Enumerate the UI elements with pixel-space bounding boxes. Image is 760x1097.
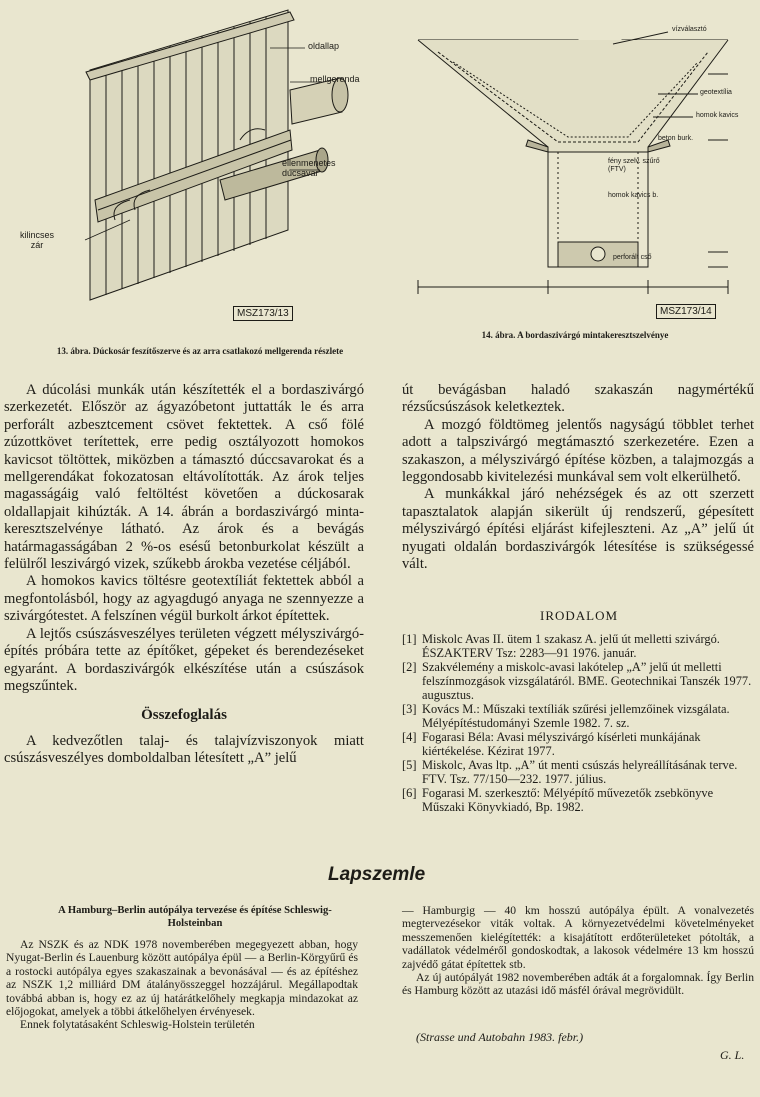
left-paragraph-3: A lejtős csúszásveszélyes területen végzett mélyszivárgó-építés próbára tette az építőket, gépeket és berendezéseket egyaránt. A bordaszivárgók elkészítése után a csúszások megszűntek. [4,625,364,694]
reference-number: [2] [402,660,417,674]
label-beton-burk: beton burk. [658,135,694,142]
figure-13 [20,0,380,330]
label-ellenmenetes: ellenmenetes dúcsavar [282,158,336,178]
reference-item [402,660,754,702]
reference-text: Miskolc, Avas ltp. „A” út menti csúszás helyreállításának terve. FTV. Tsz. 77/150—232. 1977. július. [422,758,738,786]
reference-number: [5] [402,758,417,772]
reference-item [402,632,754,660]
figure-13-caption: 13. ábra. Dúckosár feszítőszerve és az arra csatlakozó mellgerenda részlete [56,346,344,356]
label-geotextilia: geotextília [700,89,732,96]
lapszemle-left-column [6,938,358,1032]
reference-text: Fogarasi Béla: Avasi mélyszivárgó kísérleti munkájának kiértékelése. Kézirat 1977. [422,730,701,758]
article-title: A Hamburg–Berlin autópálya tervezése és építése Schleswig-Holsteinban [58,905,332,929]
article-source: (Strasse und Autobahn 1983. febr.) [416,1030,584,1044]
label-oldallap: oldallap [308,41,340,51]
reference-number: [4] [402,730,417,744]
label-homok-kavics: homok kavics [696,112,739,119]
right-paragraph-1: A mozgó földtömeg jelentős nagyságú többlet terhet adott a talpszivárgó megtámasztó szerkezetére. Ezen a szakaszon, a mélyszivárgó építése közben, a talajmozgás a leggondosabb kivitelezési munkával sem volt elkerülhető. [402,416,754,486]
left-column [4,382,364,768]
reference-text: Kovács M.: Műszaki textíliák szűrési jellemzőinek vizsgálata. Mélyépítéstudományi Szemle 1982. 7. sz. [422,702,730,730]
summary-paragraph: A kedvezőtlen talaj- és talajvízviszonyok miatt csúszásveszélyes domboldalban létesített „A” jelű [4,732,364,767]
figure-14-stamp: MSZ173/14 [656,304,716,319]
label-szuro: fény szelv. szűrő (FTV) [608,158,660,173]
reference-number: [3] [402,702,417,716]
lapszemle-right-paragraph-2: Az új autópályát 1982 novemberében adták át a forgalomnak. Így Berlin és Hamburg között az utazási idő másfél órával megrövidült. [402,971,754,998]
summary-heading: Összefoglalás [141,707,227,724]
figure-14-drawing [408,22,748,322]
label-homok-kavicsb: homok kavics b. [608,192,659,199]
reference-text: Miskolc Avas II. ütem 1 szakasz A. jelű út melletti szivárgó. ÉSZAKTERV Tsz: 2283—91 1976. január. [422,632,720,660]
reference-item [402,730,754,758]
article-signature: G. L. [720,1048,745,1062]
irodalom-heading: IRODALOM [540,608,619,623]
right-column [402,382,754,573]
reference-item [402,758,754,786]
label-perforalt-cso: perforált cső [613,254,652,261]
figure-13-stamp: MSZ173/13 [233,306,293,321]
label-vizvalaszto: vízválasztó [672,26,707,33]
reference-text: Szakvélemény a miskolc-avasi lakótelep „A” jelű út melletti felszínmozgások vizsgálatáról. BME. Geotechnikai Tanszék 1977. augusztus. [422,660,752,702]
reference-list [402,632,754,814]
left-paragraph-2: A homokos kavics töltésre geotextíliát fektettek abból a megfontolásból, hogy az agyagdugó anyaga ne szennyezze a szivárgótestet. A felszínen végül burkolt árkot építettek. [4,573,364,625]
lapszemle-right-paragraph-1: — Hamburgig — 40 km hosszú autópálya épült. A vonalvezetés megtervezésekor viták voltak. A környezetvédelmi követelményeket messzemenően kielégítették: a kisajátított erdőterületeket pótolták, a vadállatok védelméről gondoskodtak, a lakosok védelmére 13 km hosszú zajvédő gátat építettek stb. [402,904,754,971]
label-mellgerenda: mellgerenda [310,74,360,84]
right-paragraph-0: út bevágásban haladó szakaszán nagymértékű rézsűcsúszások keletkeztek. [402,382,754,416]
lapszemle-left-paragraph-1: Az NSZK és az NDK 1978 novemberében megegyezett abban, hogy Nyugat-Berlin és Lauenburg között autópálya épül — a Berlin-Körgyűrű és a rostocki autópálya egyes szakaszainak a bevonásával — és az építéshez az NSZK 1,2 milliárd DM átalányösszeggel hozzájárul. Megállapodtak továbbá abban is, hogy ez az új határátkelőhely megkapja mindazokat az előjogokat, amelyek a többi átkelőhelyen érvényesek. [6,938,358,1019]
reference-number: [1] [402,632,417,646]
label-kilincses: kilincses zár [20,230,55,250]
right-paragraph-2: A munkákkal járó nehézségek és az ott szerzett tapasztalatok alapján sikerült új rendszerű, gépesített mélyszivárgó építési eljárást kifejleszteni. Az „A” jelű út nyugati oldalán bordaszivárgók létesítése is szükségessé vált. [402,486,754,573]
figure-14 [408,22,748,322]
figure-14-caption: 14. ábra. A bordaszivárgó mintakeresztszelvénye [481,330,669,340]
reference-item [402,786,754,814]
reference-number: [6] [402,786,417,800]
lapszemle-right-column [402,904,754,998]
lapszemle-left-paragraph-2: Ennek folytatásaként Schleswig-Holstein területén [20,1018,255,1032]
left-paragraph-1: A dúcolási munkák után készítették el a bordaszivárgó szerkezetét. Először az ágyazóbetont juttatták le és arra perforált azbesztcement csövet fektettek. A cső fölé zúzottkövet terítettek, erre pedig osztályozott homokos kavicsot töltöttek, miközben a támasztó dúccsavarokat és a mellgerendákat fokozatosan eltávolították. Az árok teljes magasságáig való feltöltést követően a dúckosarak oldallapjait kihúzták. A 14. ábrán a bordaszivárgó minta-keresztszelvénye látható. Az árok és a bevágás határmagasságában 2 %-os esésű betonburkolat készült a felülről leszivárgó vizek, szűkebb árokba vezetése céljából. [4,382,364,573]
lapszemle-title: Lapszemle [328,864,426,885]
reference-item [402,702,754,730]
reference-text: Fogarasi M. szerkesztő: Mélyépítő művezetők zsebkönyve Műszaki Könyvkiadó, Bp. 1982. [422,786,714,814]
